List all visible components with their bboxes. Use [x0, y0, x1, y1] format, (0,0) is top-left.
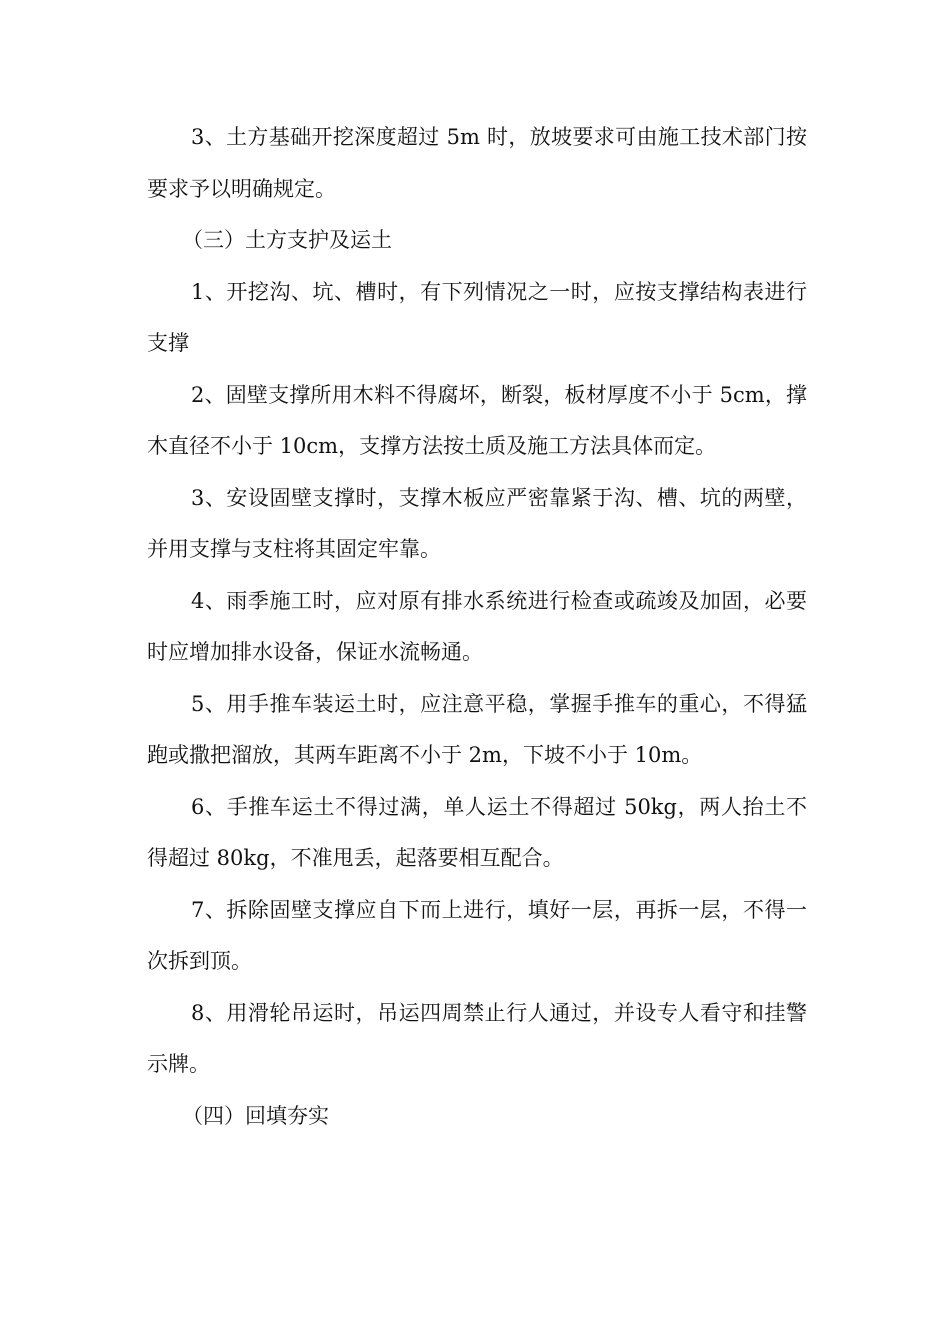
- paragraph-3-excavation-depth: 3、土方基础开挖深度超过 5m 时，放坡要求可由施工技术部门按要求予以明确规定。: [147, 125, 807, 201]
- paragraph-support-8: 8、用滑轮吊运时，吊运四周禁止行人通过，并设专人看守和挂警示牌。: [147, 1000, 807, 1076]
- section-heading-3: （三）土方支护及运土: [182, 228, 392, 252]
- paragraph-support-4: 4、雨季施工时，应对原有排水系统进行检查或疏竣及加固，必要时应增加排水设备，保证水流畅通。: [147, 588, 807, 664]
- paragraph-support-6: 6、手推车运土不得过满，单人运土不得超过 50kg，两人抬土不得超过 80kg，不准甩丢，起落要相互配合。: [147, 794, 807, 870]
- paragraph-support-1: 1、开挖沟、坑、槽时，有下列情况之一时，应按支撑结构表进行支撑: [147, 279, 807, 355]
- paragraph-support-3: 3、安设固壁支撑时，支撑木板应严密靠紧于沟、槽、坑的两壁，并用支撑与支柱将其固定牢靠。: [147, 485, 807, 561]
- document-body: [147, 112, 807, 1142]
- section-heading-4: （四）回填夯实: [182, 1103, 329, 1128]
- paragraph-support-7: 7、拆除固壁支撑应自下而上进行，填好一层，再拆一层，不得一次拆到顶。: [147, 897, 807, 973]
- paragraph-support-5: 5、用手推车装运土时，应注意平稳，掌握手推车的重心，不得猛跑或撒把溜放，其两车距离不小于 2m，下坡不小于 10m。: [147, 691, 807, 767]
- paragraph-support-2: 2、固壁支撑所用木料不得腐坏，断裂，板材厚度不小于 5cm，撑木直径不小于 10cm，支撑方法按土质及施工方法具体而定。: [147, 382, 807, 458]
